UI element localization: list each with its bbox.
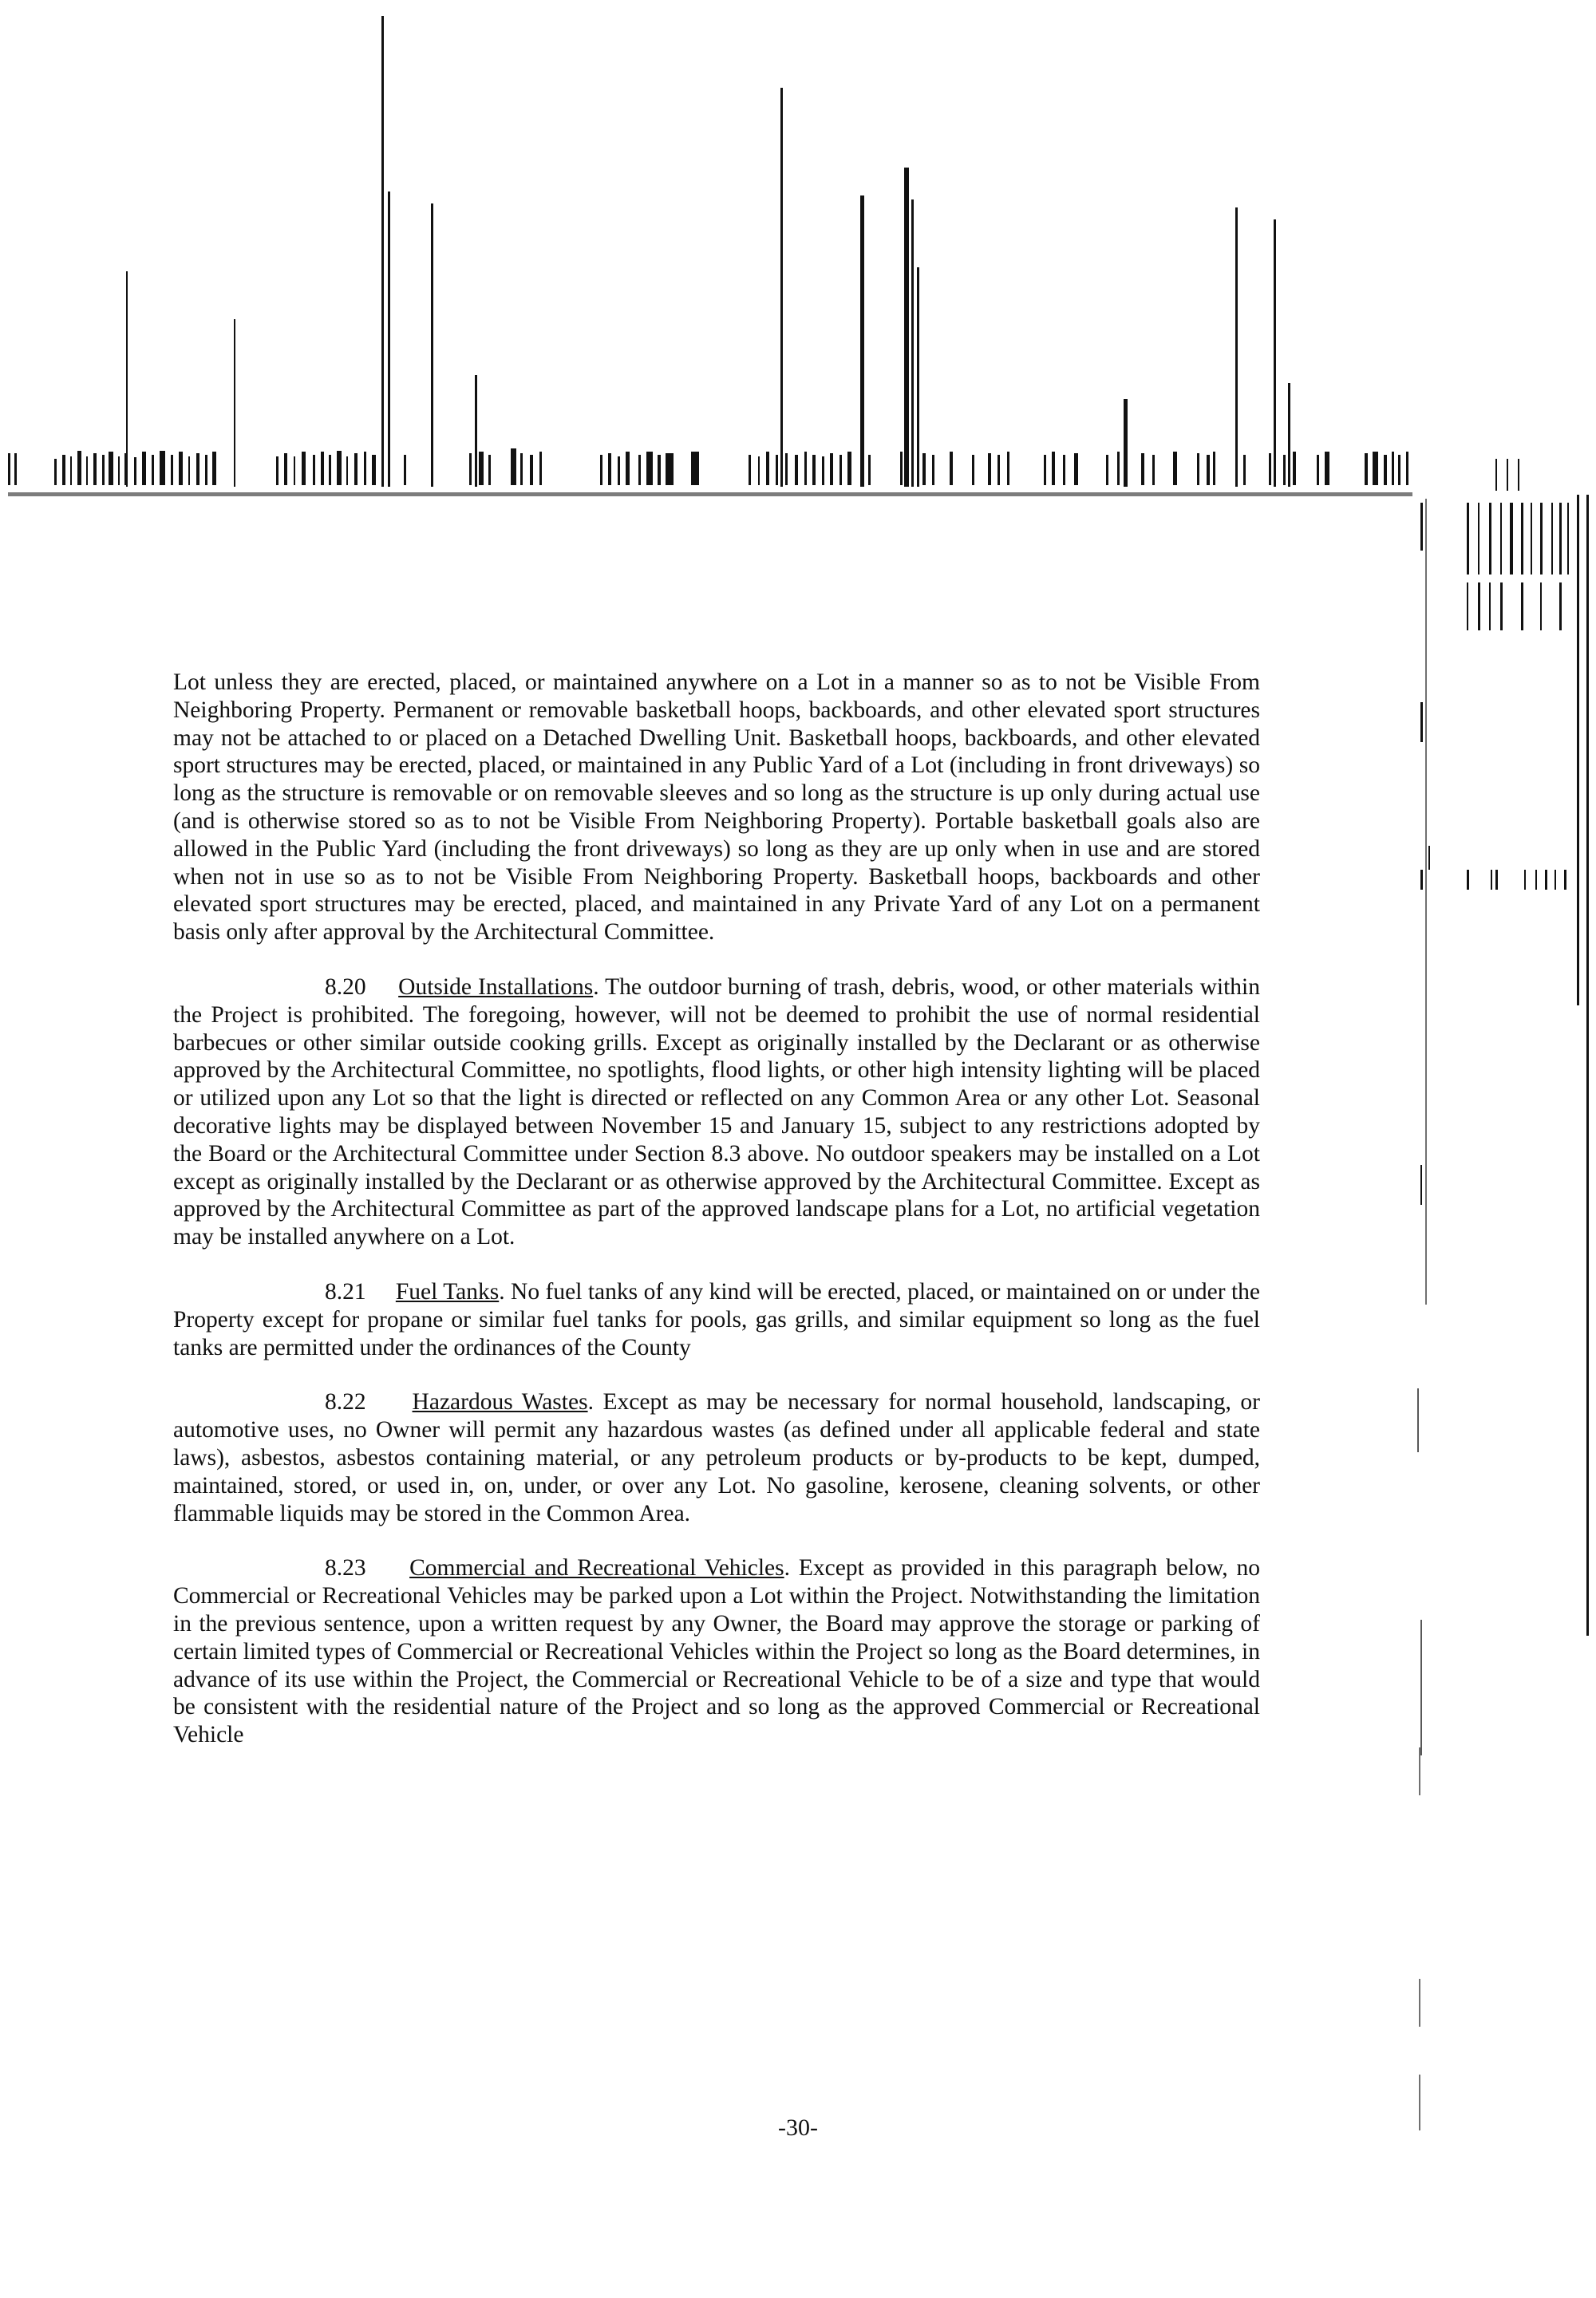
section-number: 8.22: [325, 1389, 366, 1416]
section-8-22: [173, 1388, 1260, 1527]
section-text: . Except as may be necessary for normal household, landscaping, or automotive uses, no Owner will permit any hazardous wastes (as defined under all applicable federal and state laws), asbestos, asbestos containing material, or any petroleum products or by-products to be kept, dumped, maintained, stored, or used in, on, under, or over any Lot. No gasoline, kerosene, cleaning solvents, or other flammable liquids may be stored in the Common Area.: [173, 1389, 1260, 1526]
section-text: . The outdoor burning of trash, debris, wood, or other materials within the Project is prohibited. The foregoing, however, will not be deemed to prohibit the use of normal residential barbecues or other similar outside cooking grills. Except as originally installed by the Declarant or as otherwise approved by the Architectural Committee, no spotlights, flood lights, or other high intensity lighting will be placed or utilized upon any Lot so that the light is directed or reflected on any Common Area or any other Lot. Seasonal decorative lights may be displayed between November 15 and January 15, subject to any restrictions adopted by the Board or the Architectural Committee under Section 8.3 above. No outdoor speakers may be installed on a Lot except as originally installed by the Declarant or as otherwise approved by the Architectural Committee. Except as approved by the Architectural Committee as part of the approved landscape plans for a Lot, no artificial vegetation may be installed anywhere on a Lot.: [173, 973, 1260, 1250]
section-8-23: [173, 1554, 1260, 1749]
section-number: 8.21: [325, 1278, 366, 1305]
section-heading: Fuel Tanks: [395, 1278, 500, 1305]
paragraph-text: Lot unless they are erected, placed, or maintained anywhere on a Lot in a manner so as to not be Visible From Neighboring Property. Permanent or removable basketball hoops, backboards, and other elevated sport structures may not be attached to or placed on a Detached Dwelling Unit. Basketball hoops, backboards, and other elevated sport structures may be erected, placed, or maintained in any Public Yard of a Lot (including in front driveways) so long as the structure is removable or on removable sleeves and so long as the structure is up only during actual use (and is otherwise stored so as to not be Visible From Neighboring Property). Portable basketball goals also are allowed in the Public Yard (including the front driveways) so long as they are up only when in use and are stored when not in use so as to not be Visible From Neighboring Property. Basketball hoops, backboards and other elevated sport structures may be erected, placed, and maintained in any Private Yard of any Lot on a permanent basis only after approval by the Architectural Committee.: [173, 669, 1260, 946]
section-number: 8.20: [325, 973, 366, 1000]
page-number: -30-: [778, 2114, 818, 2141]
section-heading: Outside Installations: [398, 973, 594, 1000]
section-8-21: [173, 1278, 1260, 1361]
section-text: . Except as provided in this paragraph below, no Commercial or Recreational Vehicles may be parked upon a Lot within the Project. Notwithstanding the limitation in the previous sentence, upon a written request by any Owner, the Board may approve the storage or parking of certain limited types of Commercial or Recreational Vehicles within the Project so long as the Board determines, in advance of its use within the Project, the Commercial or Recreational Vehicle to be of a size and type that would be consistent with the residential nature of the Project and so long as the approved Commercial or Recreational Vehicle: [173, 1555, 1261, 1748]
section-number: 8.23: [325, 1555, 366, 1581]
section-8-20: [173, 973, 1260, 1251]
document-body: [173, 669, 1260, 1776]
section-heading: Commercial and Recreational Vehicles: [409, 1555, 784, 1581]
section-heading: Hazardous Wastes: [412, 1389, 588, 1416]
section-text: . No fuel tanks of any kind will be erected, placed, or maintained on or under the Property except for propane or similar fuel tanks for pools, gas grills, and similar equipment so long as the fuel tanks are permitted under the ordinances of the County: [173, 1278, 1261, 1360]
paragraph-sport-structures: [173, 669, 1260, 946]
